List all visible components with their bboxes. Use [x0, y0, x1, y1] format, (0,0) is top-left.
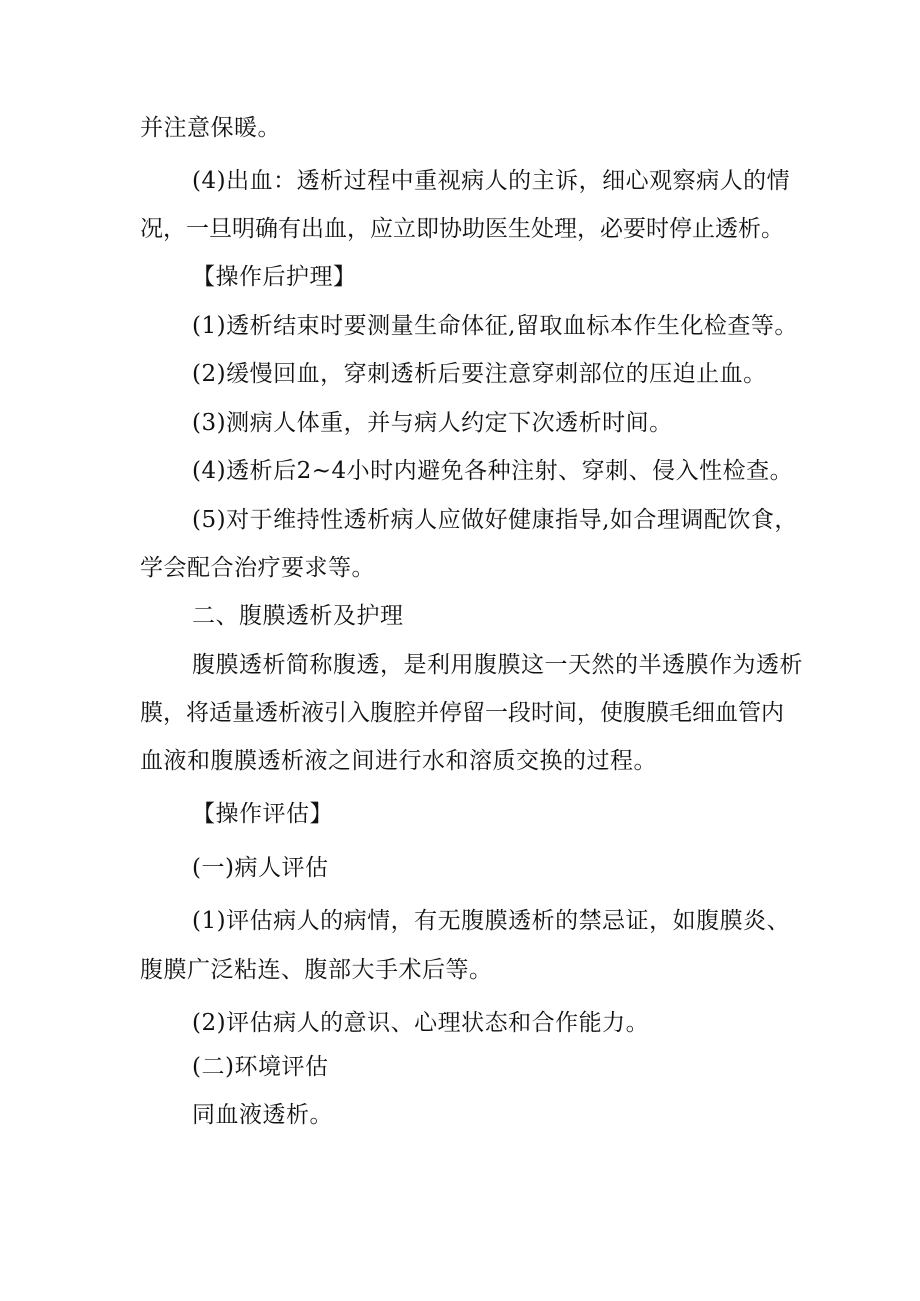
list-item: (1)透析结束时要测量生命体征,留取血标本作生化检查等。 [192, 313, 798, 339]
list-item: (3)测病人体重，并与病人约定下次透析时间。 [192, 410, 673, 436]
subsection-heading: (一)病人评估 [192, 855, 329, 881]
list-item: (2)评估病人的意识、心理状态和合作能力。 [192, 1010, 650, 1036]
list-item: (5)对于维持性透析病人应做好健康指导,如合理调配饮食， [192, 507, 798, 533]
paragraph-line: 腹膜透析简称腹透，是利用腹膜这一天然的半透膜作为透析 [192, 652, 803, 678]
paragraph-line: 同血液透析。 [192, 1102, 333, 1128]
section-heading: 【操作评估】 [192, 801, 333, 827]
paragraph-line: 并注意保暖。 [140, 115, 281, 141]
paragraph-line: (4)出血：透析过程中重视病人的主诉，细心观察病人的情 [192, 168, 791, 194]
paragraph-line: 况，一旦明确有出血，应立即协助医生处理，必要时停止透析。 [140, 216, 784, 242]
section-heading: 二、腹膜透析及护理 [192, 603, 404, 629]
paragraph-line: 学会配合治疗要求等。 [140, 555, 375, 581]
paragraph-line: 腹膜广泛粘连、腹部大手术后等。 [140, 957, 493, 983]
list-item: (2)缓慢回血，穿刺透析后要注意穿刺部位的压迫止血。 [192, 361, 767, 387]
section-heading: 【操作后护理】 [192, 264, 357, 290]
subsection-heading: (二)环境评估 [192, 1054, 329, 1080]
list-item: (1)评估病人的病情，有无腹膜透析的禁忌证，如腹膜炎、 [192, 908, 791, 934]
list-item: (4)透析后2~4小时内避免各种注射、穿刺、侵入性检查。 [192, 458, 794, 484]
paragraph-line: 血液和腹膜透析液之间进行水和溶质交换的过程。 [140, 748, 657, 774]
paragraph-line: 膜，将适量透析液引入腹腔并停留一段时间，使腹膜毛细血管内 [140, 700, 784, 726]
